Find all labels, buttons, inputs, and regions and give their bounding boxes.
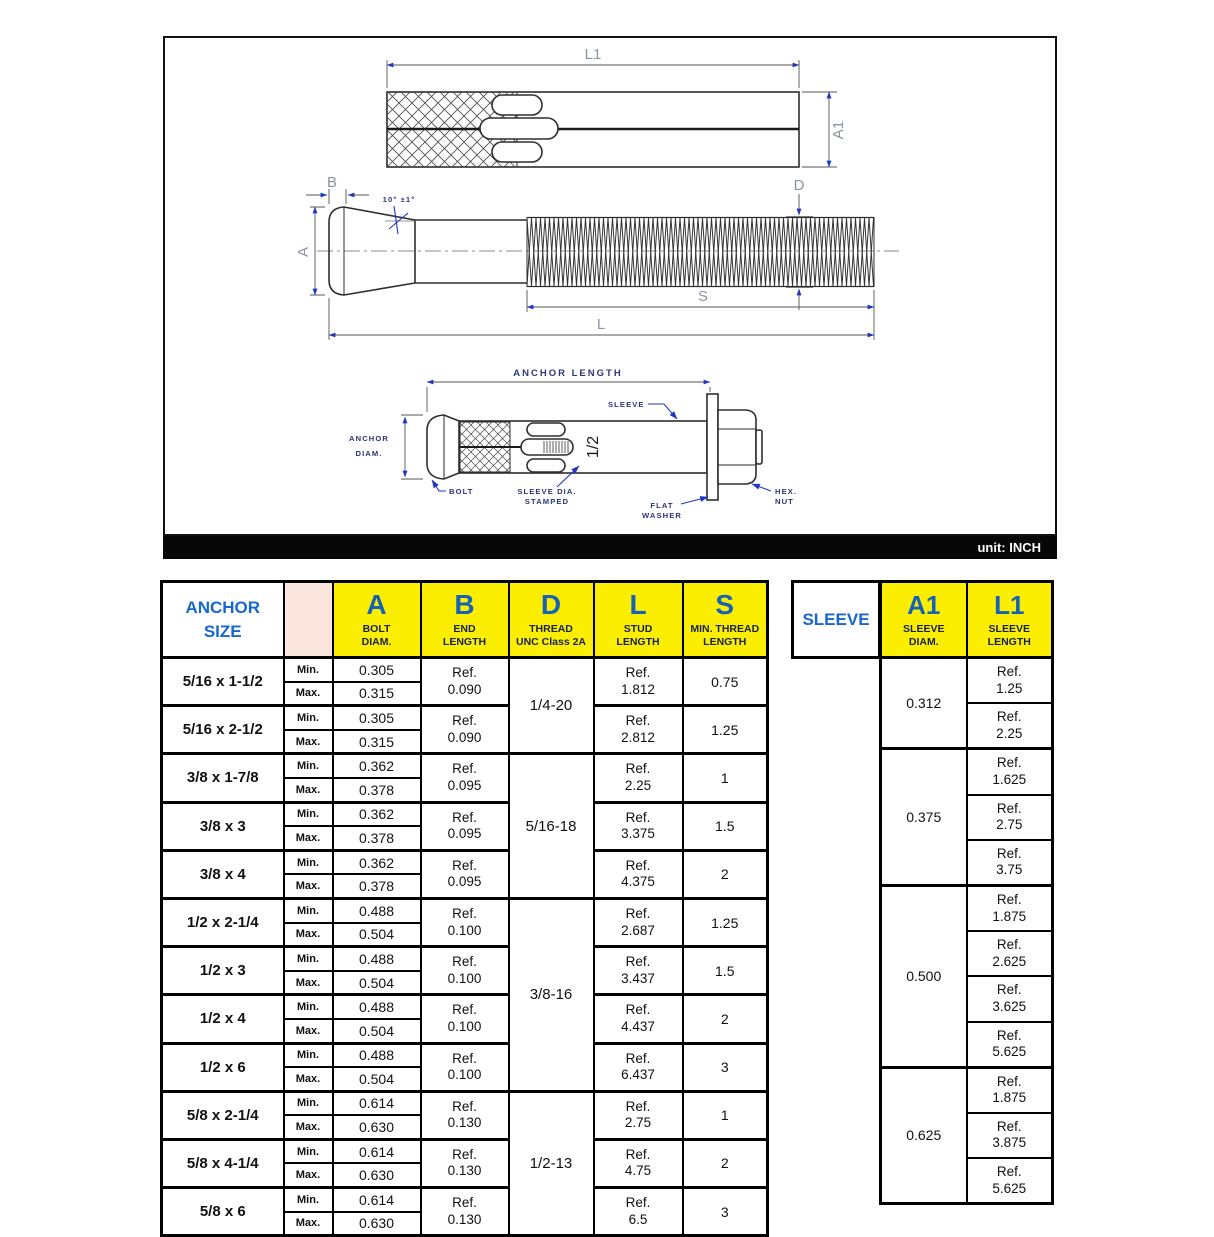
ref-label: Ref. — [625, 1050, 651, 1066]
anchor-length-label: ANCHOR LENGTH — [513, 368, 623, 379]
svg-text:SLEEVE DIA.: SLEEVE DIA. — [517, 487, 577, 496]
stud-length-cell — [594, 1188, 683, 1236]
column-desc: MIN. THREAD LENGTH — [690, 623, 760, 648]
min-thread-length-cell: 1.5 — [683, 947, 768, 995]
end-length-value: 0.100 — [447, 970, 482, 986]
ref-label: Ref. — [452, 1146, 477, 1162]
sleeve-length-cell — [967, 840, 1053, 886]
min-thread-length-cell: 1.5 — [683, 802, 768, 850]
min-thread-length-cell: 2 — [683, 995, 768, 1043]
column-desc: SLEEVE DIAM. — [903, 623, 945, 648]
ref-label: Ref. — [996, 892, 1022, 908]
min-thread-length-cell: 2 — [683, 1139, 768, 1187]
stud-length-value: 2.812 — [621, 729, 655, 745]
ref-label: Ref. — [625, 1098, 651, 1114]
bolt-diam-min: 0.614 — [333, 1188, 421, 1212]
anchor-spec-table — [160, 580, 769, 1237]
ref-label: Ref. — [452, 809, 477, 825]
column-header-a1 — [881, 582, 967, 658]
ref-label: Ref. — [996, 982, 1022, 998]
ref-label: Ref. — [625, 1146, 651, 1162]
ref-label: Ref. — [452, 906, 477, 922]
ref-label: Ref. — [452, 954, 477, 970]
hex-nut-label — [775, 487, 797, 506]
end-length-cell — [421, 1188, 509, 1236]
end-length-value: 0.130 — [447, 1211, 482, 1227]
end-length-value: 0.095 — [447, 826, 482, 842]
anchor-size-cell: 5/8 x 2-1/4 — [162, 1091, 284, 1139]
end-length-cell — [421, 850, 509, 898]
ref-label: Ref. — [625, 1002, 651, 1018]
stud-length-value: 2.25 — [624, 777, 652, 793]
sleeve-length-value: 2.625 — [992, 953, 1027, 969]
end-length-value: 0.100 — [447, 1018, 482, 1034]
sleeve-length-value: 1.875 — [992, 1090, 1027, 1106]
sleeve-length-value: 3.625 — [992, 998, 1027, 1014]
d-dim-label: D — [793, 177, 805, 194]
bolt-diam-max: 0.630 — [333, 1212, 421, 1236]
ref-label: Ref. — [996, 845, 1022, 861]
end-length-value: 0.130 — [447, 1115, 482, 1131]
bolt-diam-max: 0.504 — [333, 1019, 421, 1043]
bolt-diam-max: 0.630 — [333, 1163, 421, 1187]
sleeve-diam-cell: 0.500 — [881, 885, 967, 1067]
max-label: Max. — [284, 1067, 333, 1091]
column-letter: S — [715, 589, 735, 620]
bolt-diam-max: 0.378 — [333, 826, 421, 850]
sleeve-length-value: 5.625 — [992, 1044, 1027, 1060]
sleeve-length-value: 3.75 — [996, 862, 1023, 878]
stud-length-cell — [594, 658, 683, 706]
anchor-size-cell: 3/8 x 4 — [162, 850, 284, 898]
ref-label: Ref. — [625, 809, 651, 825]
column-letter: A1 — [907, 590, 941, 620]
min-label: Min. — [284, 947, 333, 971]
column-letter: L1 — [994, 590, 1025, 620]
s-dim-label: S — [697, 288, 709, 305]
min-label: Min. — [284, 1188, 333, 1212]
end-length-cell — [421, 898, 509, 946]
ref-label: Ref. — [625, 954, 651, 970]
max-label: Max. — [284, 826, 333, 850]
sleeve-length-cell — [967, 658, 1053, 704]
unit-label: unit: INCH — [977, 540, 1041, 555]
bolt-diam-min: 0.305 — [333, 706, 421, 730]
sleeve-length-cell — [967, 703, 1053, 749]
anchor-size-cell: 1/2 x 6 — [162, 1043, 284, 1091]
stud-length-value: 1.812 — [621, 681, 655, 697]
thread-cell: 5/16-18 — [509, 754, 594, 899]
sleeve-length-value: 1.875 — [992, 908, 1027, 924]
bolt-diam-max: 0.630 — [333, 1115, 421, 1139]
minmax-header — [284, 582, 333, 658]
sleeve-length-cell — [967, 1113, 1053, 1158]
a1-dim-label: A1 — [830, 120, 847, 140]
sleeve-top-view — [387, 46, 847, 167]
max-label: Max. — [284, 874, 333, 898]
sleeve-label: SLEEVE — [608, 400, 645, 409]
svg-text:DIAM.: DIAM. — [355, 449, 383, 458]
unit-bar — [163, 536, 1057, 559]
svg-text:NUT: NUT — [775, 497, 794, 506]
column-letter: A — [366, 589, 387, 620]
column-header-a — [333, 582, 421, 658]
column-letter: L — [629, 589, 647, 620]
stud-length-cell — [594, 754, 683, 802]
l1-dim-label: L1 — [584, 46, 602, 63]
end-length-cell — [421, 1043, 509, 1091]
ref-label: Ref. — [625, 857, 651, 873]
stud-length-cell — [594, 1091, 683, 1139]
end-length-value: 0.090 — [447, 681, 482, 697]
sleeve-length-cell — [967, 1158, 1053, 1204]
stud-length-value: 4.437 — [621, 1018, 655, 1034]
bolt-diam-max: 0.504 — [333, 923, 421, 947]
min-label: Min. — [284, 898, 333, 922]
sleeve-length-value: 1.25 — [996, 680, 1023, 696]
min-thread-length-cell: 1.25 — [683, 706, 768, 754]
stud-length-value: 4.75 — [624, 1163, 652, 1179]
bolt-label: BOLT — [449, 487, 474, 496]
stud-length-value: 2.75 — [624, 1115, 652, 1131]
min-thread-length-cell: 0.75 — [683, 658, 768, 706]
svg-text:ANCHOR: ANCHOR — [349, 434, 389, 443]
stud-length-cell — [594, 995, 683, 1043]
anchor-size-header — [162, 582, 284, 658]
min-label: Min. — [284, 802, 333, 826]
stud-length-value: 3.437 — [621, 970, 655, 986]
anchor-size-cell: 1/2 x 4 — [162, 995, 284, 1043]
bolt-diam-max: 0.378 — [333, 778, 421, 802]
max-label: Max. — [284, 1163, 333, 1187]
bolt-diam-min: 0.305 — [333, 658, 421, 682]
ref-label: Ref. — [996, 1164, 1022, 1180]
min-label: Min. — [284, 995, 333, 1019]
bolt-side-view — [295, 174, 899, 340]
ref-label: Ref. — [996, 800, 1022, 816]
ref-label: Ref. — [625, 761, 651, 777]
sleeve-diam-cell: 0.375 — [881, 749, 967, 886]
b-dim-label: B — [326, 174, 338, 191]
max-label: Max. — [284, 1212, 333, 1236]
svg-text:HEX.: HEX. — [775, 487, 798, 496]
sleeve-length-cell — [967, 885, 1053, 931]
end-length-value: 0.095 — [447, 777, 482, 793]
sleeve-length-cell — [967, 795, 1053, 840]
max-label: Max. — [284, 778, 333, 802]
bolt-diam-min: 0.488 — [333, 1043, 421, 1067]
stud-length-cell — [594, 1043, 683, 1091]
stud-length-cell — [594, 706, 683, 754]
end-length-cell — [421, 947, 509, 995]
min-label: Min. — [284, 1139, 333, 1163]
column-desc: STUD LENGTH — [616, 623, 660, 648]
ref-label: Ref. — [996, 1027, 1022, 1043]
bolt-diam-max: 0.315 — [333, 730, 421, 754]
min-thread-length-cell: 3 — [683, 1043, 768, 1091]
stud-length-value: 4.375 — [621, 874, 655, 890]
angle-note: 10° ±1° — [382, 195, 416, 204]
column-letter: D — [540, 589, 562, 620]
anchor-diam-label — [349, 434, 389, 458]
anchor-size-cell: 3/8 x 1-7/8 — [162, 754, 284, 802]
technical-drawing — [165, 38, 1055, 534]
ref-label: Ref. — [452, 1098, 477, 1114]
anchor-size-cell: 3/8 x 3 — [162, 802, 284, 850]
sleeve-length-value: 2.25 — [996, 725, 1023, 741]
bolt-diam-min: 0.614 — [333, 1139, 421, 1163]
sleeve-diam-cell: 0.625 — [881, 1067, 967, 1204]
anchor-size-cell: 5/16 x 1-1/2 — [162, 658, 284, 706]
end-length-value: 0.100 — [447, 922, 482, 938]
column-header-d — [509, 582, 594, 658]
end-length-value: 0.095 — [447, 874, 482, 890]
end-length-value: 0.090 — [447, 729, 482, 745]
column-desc: END LENGTH — [442, 623, 487, 648]
column-desc: BOLT DIAM. — [361, 623, 392, 648]
min-thread-length-cell: 1 — [683, 754, 768, 802]
sleeve-title-text: SLEEVE — [802, 609, 870, 629]
stud-length-cell — [594, 947, 683, 995]
anchor-assembly-view — [349, 368, 797, 520]
thread-cell: 3/8-16 — [509, 898, 594, 1091]
min-label: Min. — [284, 658, 333, 682]
end-length-cell — [421, 995, 509, 1043]
end-length-cell — [421, 658, 509, 706]
stud-length-cell — [594, 850, 683, 898]
bolt-diam-max: 0.315 — [333, 682, 421, 706]
column-header-s — [683, 582, 768, 658]
min-label: Min. — [284, 1043, 333, 1067]
ref-label: Ref. — [996, 755, 1022, 771]
ref-label: Ref. — [452, 1002, 477, 1018]
anchor-size-header-line1: ANCHOR — [185, 597, 261, 617]
ref-label: Ref. — [625, 1195, 651, 1211]
bolt-diam-max: 0.504 — [333, 1067, 421, 1091]
ref-label: Ref. — [996, 1118, 1022, 1134]
anchor-size-cell: 1/2 x 3 — [162, 947, 284, 995]
ref-label: Ref. — [625, 906, 651, 922]
sleeve-length-value: 3.875 — [992, 1135, 1027, 1151]
sleeve-table-title — [791, 580, 881, 659]
bolt-diam-min: 0.614 — [333, 1091, 421, 1115]
drawing-panel — [163, 36, 1057, 536]
end-length-cell — [421, 802, 509, 850]
ref-label: Ref. — [625, 665, 651, 681]
max-label: Max. — [284, 1115, 333, 1139]
ref-label: Ref. — [452, 713, 477, 729]
end-length-value: 0.100 — [447, 1067, 482, 1083]
min-thread-length-cell: 1.25 — [683, 898, 768, 946]
anchor-size-cell: 5/8 x 6 — [162, 1188, 284, 1236]
ref-label: Ref. — [452, 857, 477, 873]
max-label: Max. — [284, 971, 333, 995]
min-thread-length-cell: 2 — [683, 850, 768, 898]
min-thread-length-cell: 1 — [683, 1091, 768, 1139]
end-length-cell — [421, 754, 509, 802]
column-letter: B — [454, 589, 475, 620]
max-label: Max. — [284, 730, 333, 754]
ref-label: Ref. — [996, 937, 1022, 953]
bolt-diam-min: 0.488 — [333, 947, 421, 971]
max-label: Max. — [284, 682, 333, 706]
ref-label: Ref. — [452, 665, 477, 681]
column-header-l1 — [967, 582, 1053, 658]
end-length-cell — [421, 1139, 509, 1187]
sleeve-length-cell — [967, 931, 1053, 976]
min-label: Min. — [284, 706, 333, 730]
max-label: Max. — [284, 923, 333, 947]
sleeve-dia-stamped-label — [517, 487, 576, 506]
ref-label: Ref. — [452, 1195, 477, 1211]
bolt-diam-max: 0.504 — [333, 971, 421, 995]
sleeve-diam-cell: 0.312 — [881, 658, 967, 749]
sleeve-length-cell — [967, 1022, 1053, 1068]
end-length-cell — [421, 706, 509, 754]
anchor-size-cell: 5/16 x 2-1/2 — [162, 706, 284, 754]
flat-washer-label — [642, 501, 682, 520]
min-label: Min. — [284, 754, 333, 778]
anchor-size-cell: 5/8 x 4-1/4 — [162, 1139, 284, 1187]
min-label: Min. — [284, 1091, 333, 1115]
stud-length-cell — [594, 898, 683, 946]
thread-cell: 1/4-20 — [509, 658, 594, 754]
stud-length-cell — [594, 1139, 683, 1187]
bolt-diam-max: 0.378 — [333, 874, 421, 898]
min-label: Min. — [284, 850, 333, 874]
anchor-size-header-line2: SIZE — [203, 621, 242, 641]
stud-length-value: 3.375 — [621, 826, 655, 842]
bolt-diam-min: 0.362 — [333, 850, 421, 874]
ref-label: Ref. — [625, 713, 651, 729]
column-desc: SLEEVE LENGTH — [987, 623, 1031, 648]
sleeve-length-cell — [967, 749, 1053, 795]
sleeve-stamp-text: 1/2 — [585, 435, 602, 459]
max-label: Max. — [284, 1019, 333, 1043]
sleeve-spec-table — [879, 580, 1054, 1205]
bolt-diam-min: 0.488 — [333, 995, 421, 1019]
a-dim-label: A — [295, 246, 312, 258]
stud-length-value: 2.687 — [621, 922, 655, 938]
end-length-value: 0.130 — [447, 1163, 482, 1179]
ref-label: Ref. — [996, 664, 1022, 680]
stud-length-cell — [594, 802, 683, 850]
bolt-diam-min: 0.488 — [333, 898, 421, 922]
sleeve-length-value: 2.75 — [996, 817, 1023, 833]
bolt-diam-min: 0.362 — [333, 802, 421, 826]
svg-text:WASHER: WASHER — [642, 511, 682, 520]
anchor-size-cell: 1/2 x 2-1/4 — [162, 898, 284, 946]
column-header-l — [594, 582, 683, 658]
ref-label: Ref. — [996, 1073, 1022, 1089]
ref-label: Ref. — [452, 1050, 477, 1066]
column-header-b — [421, 582, 509, 658]
ref-label: Ref. — [996, 709, 1022, 725]
min-thread-length-cell: 3 — [683, 1188, 768, 1236]
sleeve-length-value: 1.625 — [992, 771, 1027, 787]
stud-length-value: 6.437 — [621, 1067, 655, 1083]
l-dim-label: L — [596, 316, 606, 333]
column-desc: THREAD UNC Class 2A — [515, 623, 587, 648]
stud-length-value: 6.5 — [628, 1211, 648, 1227]
sleeve-length-cell — [967, 1067, 1053, 1113]
ref-label: Ref. — [452, 761, 477, 777]
end-length-cell — [421, 1091, 509, 1139]
thread-cell: 1/2-13 — [509, 1091, 594, 1236]
bolt-diam-min: 0.362 — [333, 754, 421, 778]
svg-text:FLAT: FLAT — [650, 501, 674, 510]
sleeve-length-cell — [967, 976, 1053, 1021]
sleeve-length-value: 5.625 — [992, 1180, 1027, 1196]
svg-text:STAMPED: STAMPED — [524, 497, 570, 506]
